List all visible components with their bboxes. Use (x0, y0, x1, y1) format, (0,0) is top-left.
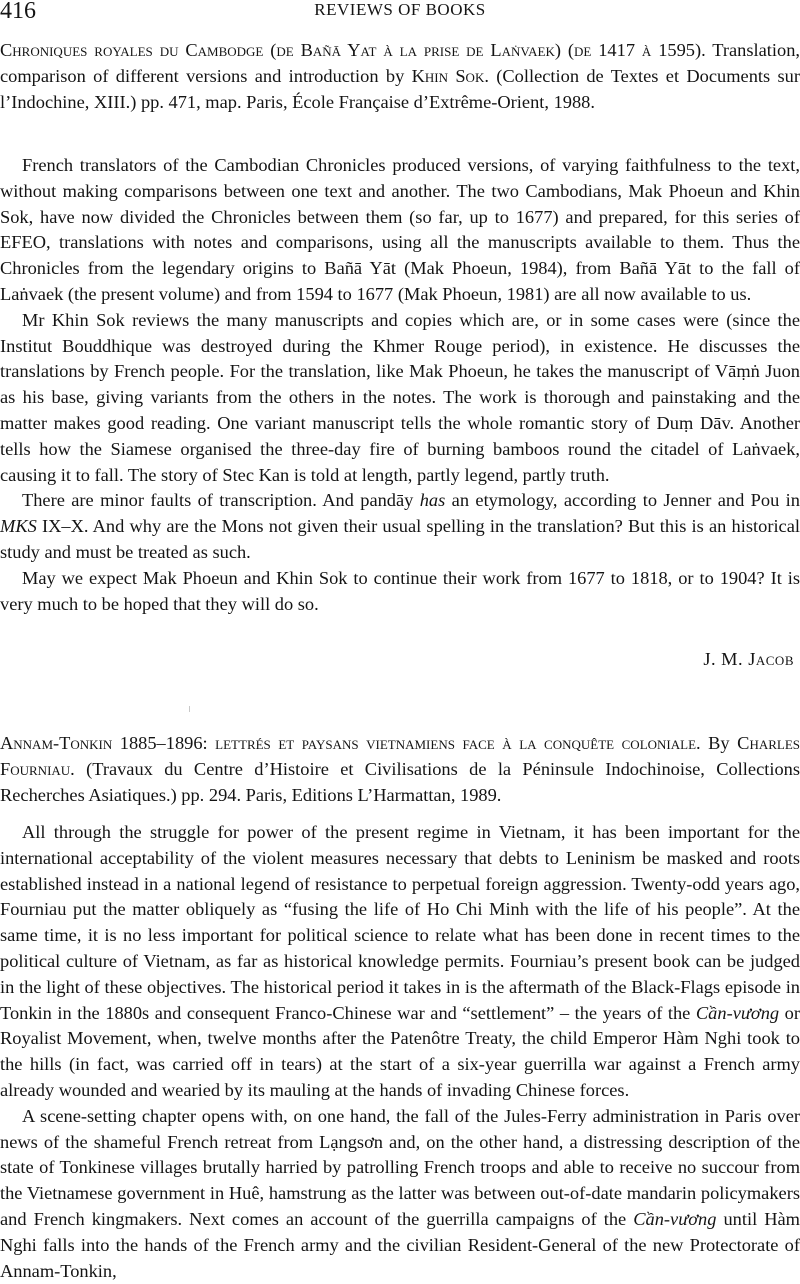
review-2-p2-text: until Hàm Nghi falls into the hands of the French army and the civilian Resident-General of the new Protectorate of Annam-Tonkin, (0, 1208, 800, 1281)
review-2-p2-term: Cần-vương (633, 1208, 717, 1229)
review-2-p1-term: Cần-vương (695, 1002, 780, 1023)
review-1-paragraph: May we expect Mak Phoeun and Khin Sok to continue their work from 1677 to 1818, or to 1904? It is very much to be hoped that they will do so. (0, 567, 800, 614)
review-2-citation-rest: . (Travaux du Centre d’Histoire et Civilisations de la Péninsule Indochinoise, Collections Recherches Asiatiques.) pp. 294. Paris, Editions L’Harmattan, 1989. (0, 758, 800, 805)
review-2-citation (0, 731, 800, 808)
review-1-p3-emphasis: has (419, 490, 446, 511)
review-2-book-title: Annam-Tonkin 1885–1896: lettrés et paysans vietnamiens face à la conquête coloniale. (0, 733, 701, 753)
review-1-citation (0, 38, 800, 115)
review-1-paragraph: Mr Khin Sok reviews the many manuscripts and copies which are, or in some cases were (since the Institut Bouddhique was destroyed during the Khmer Rouge period), in existence. He discusses the translations by French people. For the translation, like Mak Phoeun, he takes the manuscript of Vāṃṅ Juon as his base, giving variants from the others in the notes. The work is thorough and painstaking and the matter makes good reading. One variant manuscript tells the whole romantic story of Duṃ Dāv. Another tells how the Siamese organised the three-day fire of burning bamboos round the citadel of Laṅvaek, causing it to fall. The story of Stec Kan is told at length, partly legend, partly truth. (0, 309, 800, 485)
review-1-paragraph: French translators of the Cambodian Chronicles produced versions, of varying faithfulness to the text, without making comparisons between one text and another. The two Cambodians, Mak Phoeun and Khin Sok, have now divided the Chronicles between them (so far, up to 1677) and prepared, for this series of EFEO, translations with notes and comparisons, using all the manuscripts available to them. Thus the Chronicles from the legendary origins to Bañā Yāt (Mak Phoeun, 1984), from Bañā Yāt to the fall of Laṅvaek (the present volume) and from 1594 to 1677 (Mak Phoeun, 1981) are all now available to us. (0, 155, 800, 304)
review-1-p3-text: There are minor faults of transcription. And pandāy (22, 490, 414, 511)
review-1-citation-rest: . (Collection de Textes et Documents sur l’Indochine, XIII.) pp. 471, map. Paris, École Française d’Extrême-Orient, 1988. (0, 65, 800, 112)
running-head: REVIEWS OF BOOKS (314, 0, 486, 19)
review-2-author: Charles Fourniau (0, 733, 800, 779)
review-1-translator-prefix: Translation, comparison of different versions and introduction by (0, 40, 800, 86)
review-1-translator: Khin Sok (411, 65, 485, 86)
review-2-body (0, 820, 800, 1284)
review-1-p3-text: IX–X. And why are the Mons not given their usual spelling in the translation? But this is an historical study and must be treated as such. (0, 516, 800, 562)
page-number: 416 (0, 0, 36, 24)
review-1-p3-text: an etymology, according to Jenner and Pou in (451, 490, 800, 511)
reviewer-signature: J. M. Jacob (703, 649, 794, 669)
review-2-paragraph (0, 1104, 800, 1284)
review-2-p2-text: A scene-setting chapter opens with, on one hand, the fall of the Jules-Ferry administration in Paris over news of the shameful French retreat from Lạngsơn and, on the other hand, a distressing description of the state of Tonkinese villages brutally harried by patrolling French troops and able to receive no succour from the Vietnamese government in Huê, hamstrung as the latter was between out-of-date mandarin policymakers and French kingmakers. Next comes an account of the guerrilla campaigns of the (0, 1105, 800, 1229)
review-2-by: By (708, 733, 730, 753)
review-1-paragraph (0, 488, 800, 565)
review-1-book-title: Chroniques royales du Cambodge (de Bañā Yat à la prise de Laṅvaek) (de 1417 à 1595). (0, 40, 706, 60)
section-divider (189, 706, 190, 712)
page-header (0, 0, 800, 28)
review-1-p3-journal: MKS (0, 516, 37, 537)
review-2-paragraph (0, 820, 800, 1104)
review-2-p1-text: or Royalist Movement, when, twelve months after the Patenôtre Treaty, the child Emperor Hàm Nghi took to the hills (in fact, was carried off in tears) at the start of a six-year guerrilla war against a French army already wounded and wearied by its mauling at the hands of invading Chinese forces. (0, 1002, 800, 1100)
review-2-p1-text: All through the struggle for power of the present regime in Vietnam, it has been important for the international acceptability of the violent measures necessary that debts to Leninism be masked and roots established instead in a national legend of resistance to perpetual foreign aggression. Twenty-odd years ago, Fourniau put the matter obliquely as “fusing the life of Ho Chi Minh with the life of his people”. At the same time, it is no less important for political science to relate what has been done in recent times to the political culture of Vietnam, as far as historical knowledge permits. Fourniau’s present book can be judged in the light of these objectives. The historical period it takes in is the aftermath of the Black-Flags episode in Tonkin in the 1880s and consequent Franco-Chinese war and “settlement” – the years of the (0, 822, 800, 1023)
review-1-body (0, 153, 800, 617)
